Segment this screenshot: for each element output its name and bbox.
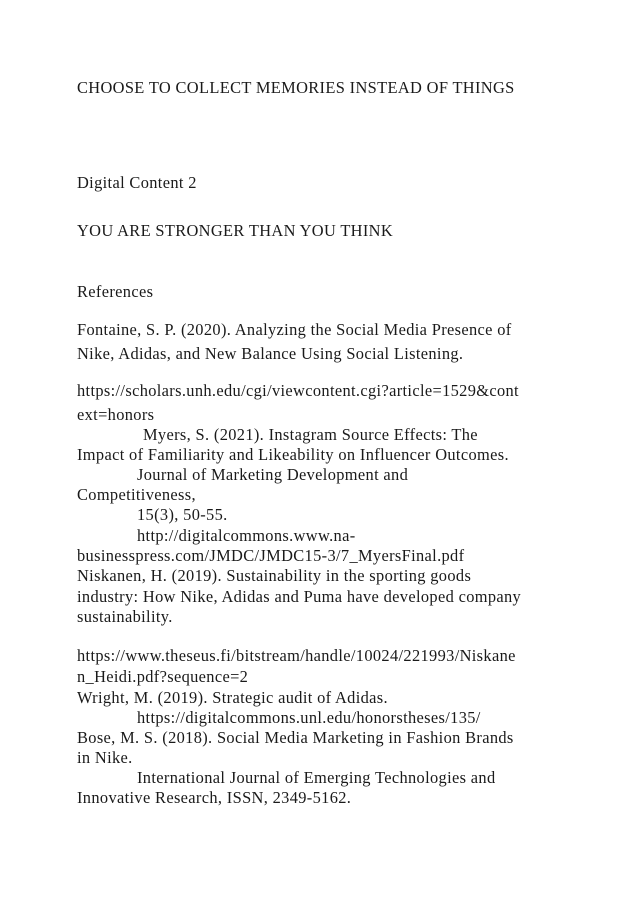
heading-stronger: YOU ARE STRONGER THAN YOU THINK	[77, 221, 394, 240]
reference-link[interactable]: https://www.theseus.fi/bitstream/handle/10024/221993/Niskane	[77, 646, 516, 665]
reference-link[interactable]: ext=honors	[77, 405, 155, 424]
reference-line: Fontaine, S. P. (2020). Analyzing the Social Media Presence of	[77, 320, 512, 339]
reference-line: sustainability.	[77, 607, 173, 626]
reference-line: Nike, Adidas, and New Balance Using Social Listening.	[77, 344, 464, 363]
reference-link[interactable]: http://digitalcommons.www.na-	[137, 526, 356, 545]
reference-line: Niskanen, H. (2019). Sustainability in the sporting goods	[77, 566, 472, 585]
reference-link[interactable]: https://scholars.unh.edu/cgi/viewcontent.cgi?article=1529&cont	[77, 381, 519, 400]
references-title: References	[77, 282, 154, 301]
reference-line: Myers, S. (2021). Instagram Source Effects: The	[143, 425, 478, 444]
reference-line: Wright, M. (2019). Strategic audit of Adidas.	[77, 688, 388, 707]
reference-link[interactable]: businesspress.com/JMDC/JMDC15-3/7_MyersFinal.pdf	[77, 546, 465, 565]
digital-content-label: Digital Content 2	[77, 173, 197, 192]
reference-line: Impact of Familiarity and Likeability on Influencer Outcomes.	[77, 445, 509, 464]
reference-link[interactable]: https://digitalcommons.unl.edu/honorstheses/135/	[137, 708, 481, 727]
reference-link[interactable]: n_Heidi.pdf?sequence=2	[77, 667, 249, 686]
reference-line: Competitiveness,	[77, 485, 196, 504]
reference-line: Bose, M. S. (2018). Social Media Marketing in Fashion Brands	[77, 728, 514, 747]
reference-line: in Nike.	[77, 748, 133, 767]
reference-line: Journal of Marketing Development and	[137, 465, 409, 484]
reference-line: industry: How Nike, Adidas and Puma have developed company	[77, 587, 522, 606]
reference-line: 15(3), 50-55.	[137, 505, 228, 524]
reference-line: International Journal of Emerging Technologies and	[137, 768, 496, 787]
reference-line: Innovative Research, ISSN, 2349-5162.	[77, 788, 352, 807]
heading-memories: CHOOSE TO COLLECT MEMORIES INSTEAD OF THINGS	[77, 78, 515, 97]
